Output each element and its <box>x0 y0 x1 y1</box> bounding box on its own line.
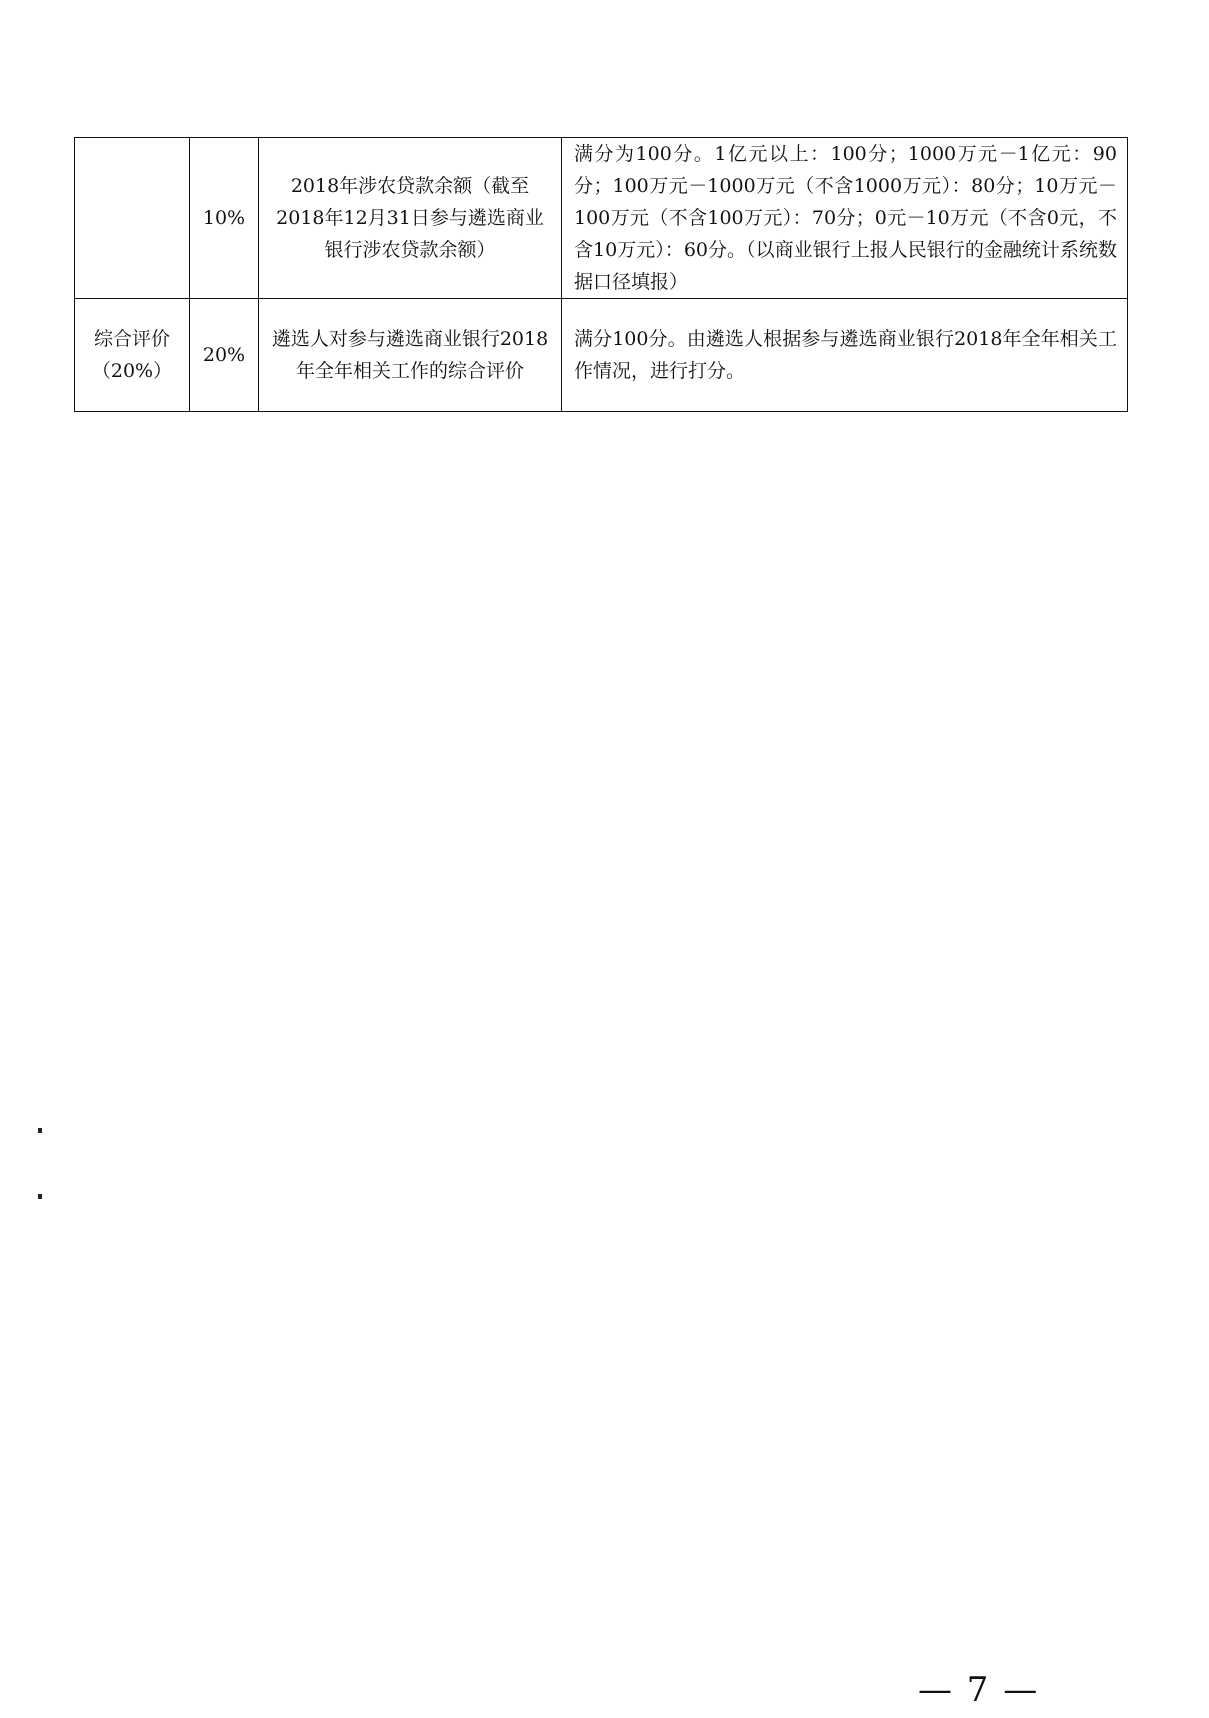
criteria-text: 满分100分。由遴选人根据参与遴选商业银行2018年全年相关工作情况，进行打分。 <box>574 328 1117 382</box>
indicator-cell <box>259 299 562 412</box>
table-row <box>75 299 1128 412</box>
scan-speck <box>38 1128 42 1133</box>
indicator-text: 遴选人对参与遴选商业银行2018年全年相关工作的综合评价 <box>271 328 549 382</box>
criteria-cell <box>562 138 1128 299</box>
table-row <box>75 138 1128 299</box>
weight-text: 20% <box>202 344 246 366</box>
weight-text: 10% <box>202 207 246 229</box>
page-number: — 7 — <box>918 1670 1040 1710</box>
indicator-cell <box>259 138 562 299</box>
category-cell <box>75 299 190 412</box>
category-cell <box>75 138 190 299</box>
criteria-text: 满分为100分。1亿元以上：100分；1000万元－1亿元：90分；100万元－1000万元（不含1000万元）：80分；10万元－100万元（不含100万元）：70分；0元－10万元（不含0元，不含10万元）：60分。（以商业银行上报人民银行的金融统计系统数据口径填报） <box>574 143 1117 293</box>
weight-cell <box>190 138 259 299</box>
scan-speck <box>38 1194 42 1199</box>
category-text: 综合评价（20%） <box>91 328 173 382</box>
weight-cell <box>190 299 259 412</box>
criteria-cell <box>562 299 1128 412</box>
scoring-table <box>74 137 1128 412</box>
indicator-text: 2018年涉农贷款余额（截至2018年12月31日参与遴选商业银行涉农贷款余额） <box>276 175 544 261</box>
